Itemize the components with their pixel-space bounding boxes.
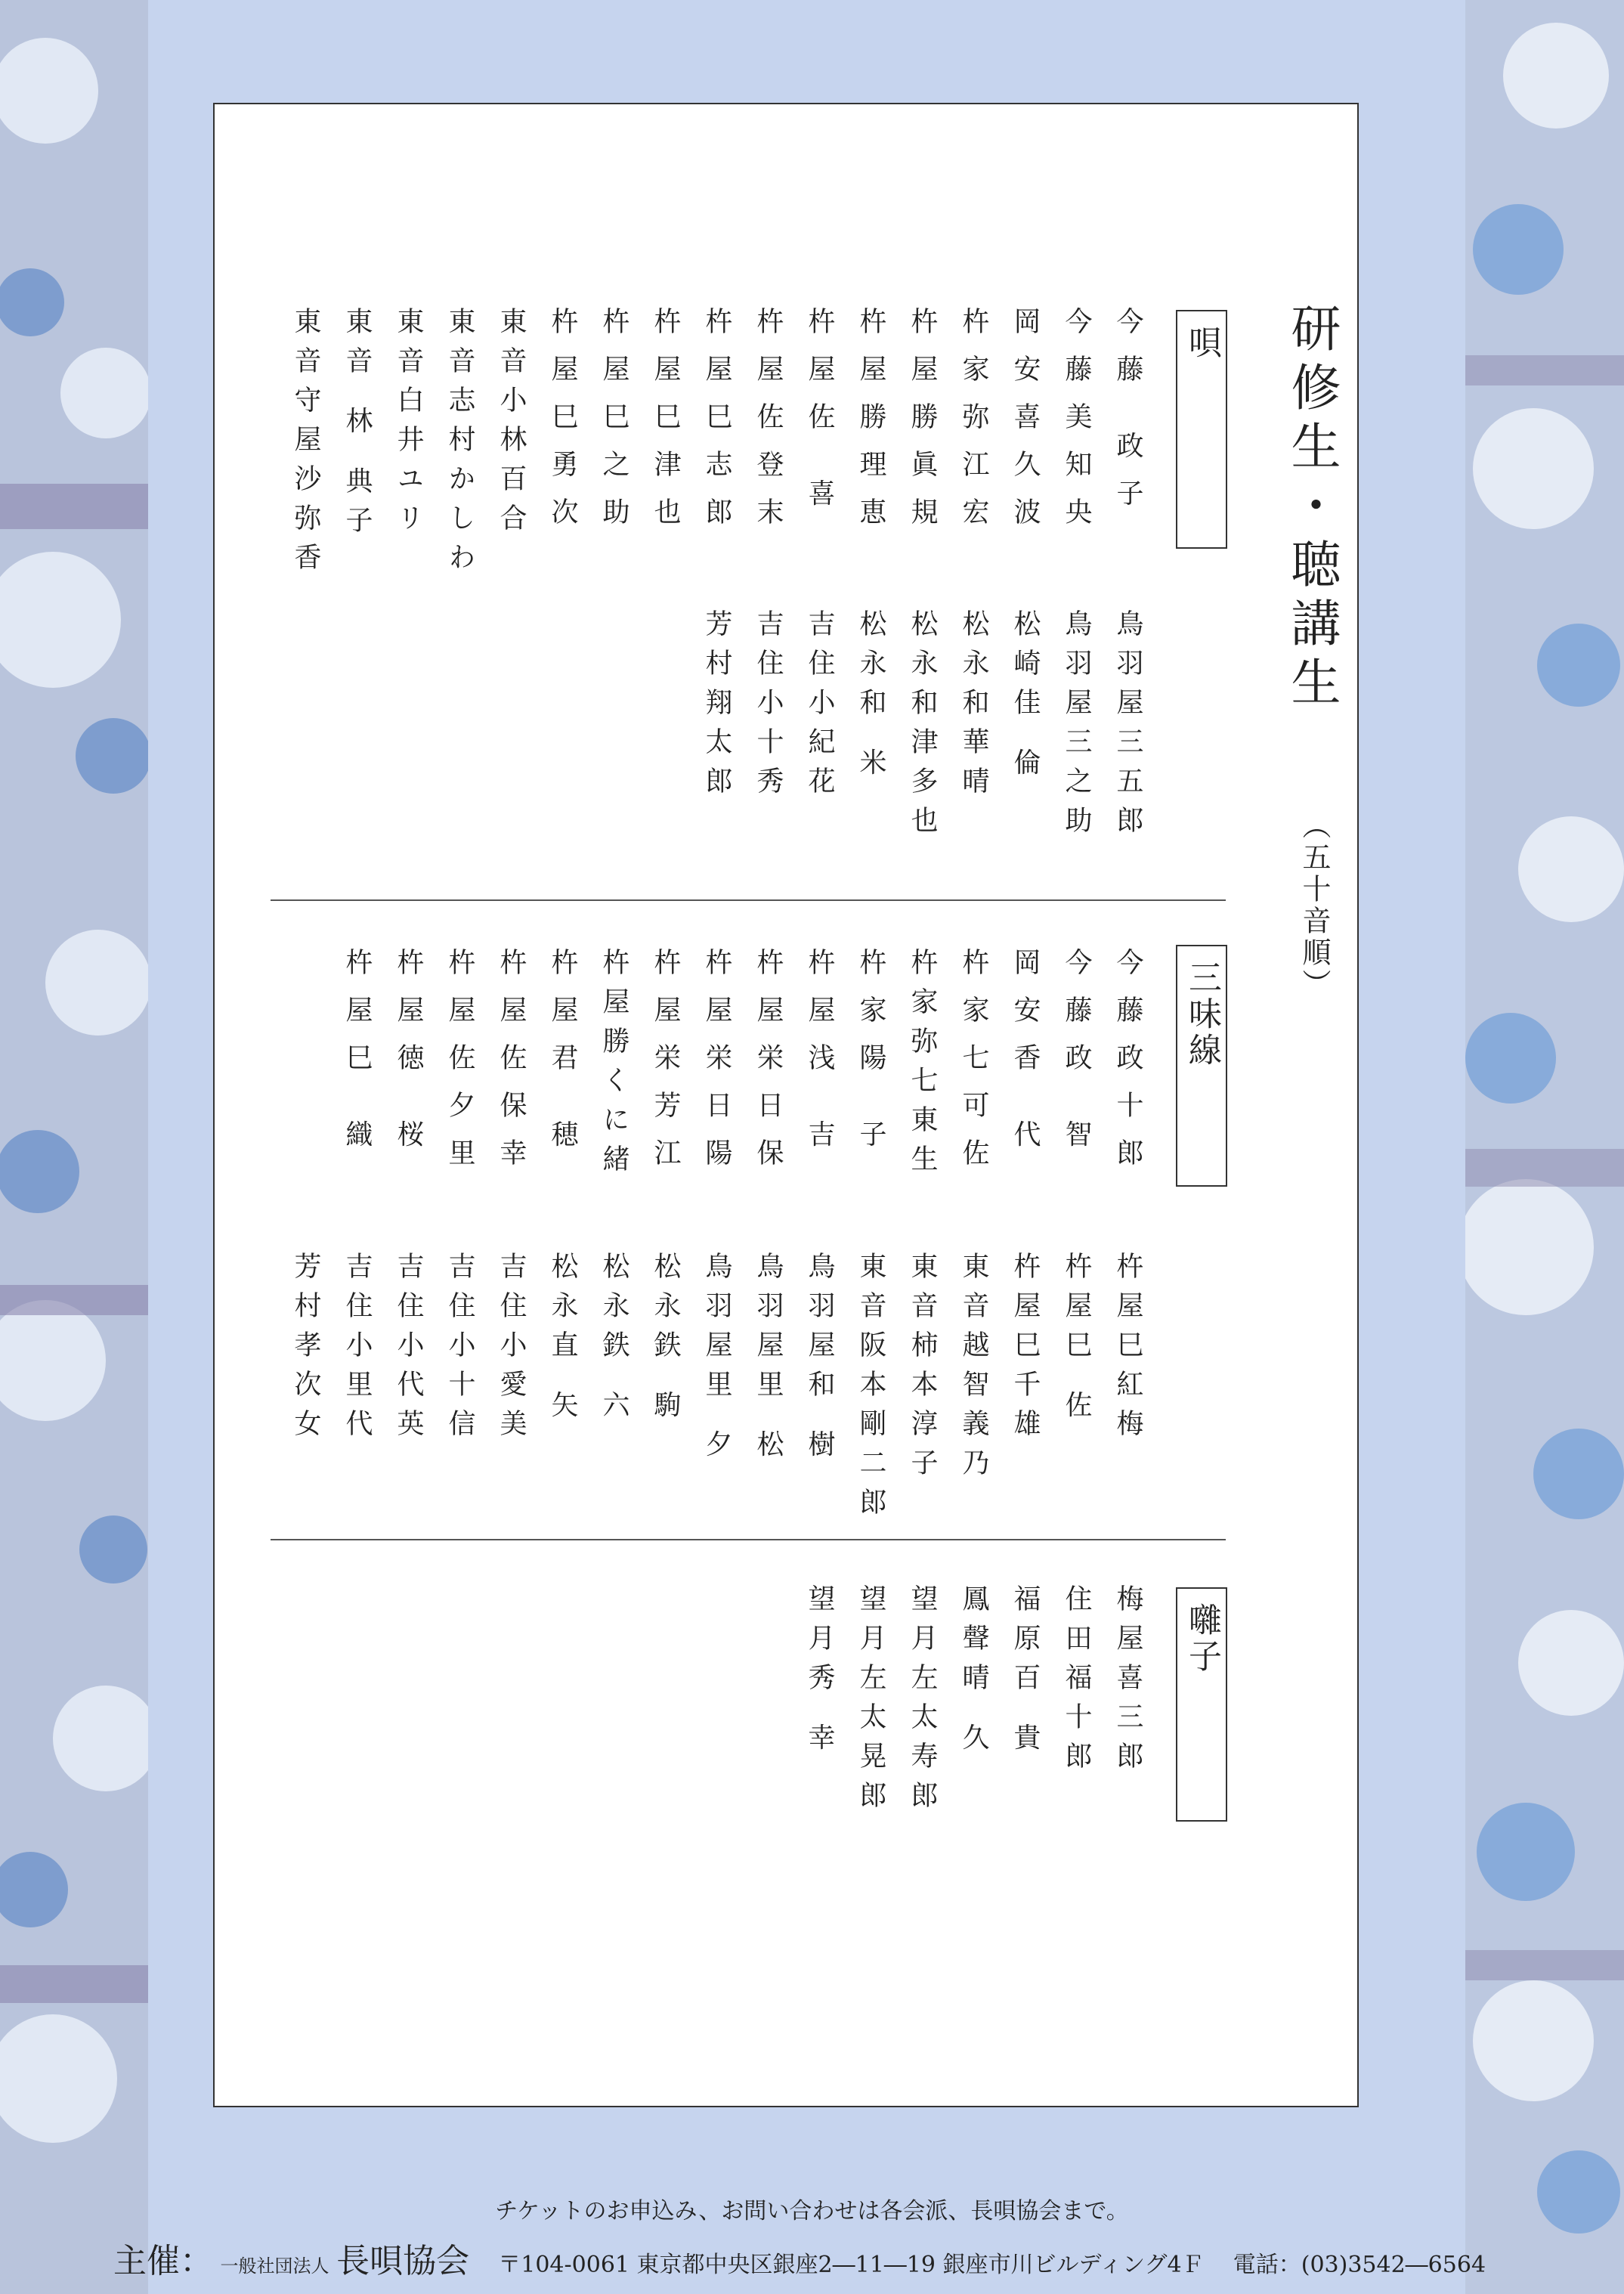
- section-label-uta: 唄: [1176, 310, 1227, 549]
- name-entry: 東音 林 典子: [342, 307, 373, 545]
- page-title: 研修生・聴講生: [1282, 302, 1341, 715]
- name-entry: 杵屋巳津也: [650, 307, 681, 545]
- name-entry: 吉住小十秀: [753, 609, 784, 806]
- organizer-phone: 電話：(03)3542―6564: [1233, 2252, 1486, 2278]
- name-entry: 杵屋巳紅梅: [1112, 1252, 1143, 1448]
- name-entry: 今藤 政子: [1112, 307, 1143, 527]
- name-entry: 望月秀 幸: [804, 1584, 835, 1763]
- name-entry: 東音阪本剛二郎: [855, 1252, 886, 1527]
- name-entry: 杵屋巳志郎: [701, 307, 732, 545]
- name-entry: 杵屋栄日陽: [701, 948, 732, 1186]
- organization-type: 一般社団法人: [220, 2255, 329, 2277]
- name-entry: 杵屋巳千雄: [1010, 1252, 1041, 1448]
- name-entry: 吉住小愛美: [496, 1252, 527, 1448]
- name-entry: 杵屋勝理恵: [855, 307, 886, 545]
- name-entry: 鳥羽屋和 樹: [804, 1252, 835, 1469]
- name-entry: 吉住小代英: [393, 1252, 424, 1448]
- name-entry: 杵屋佐登末: [753, 307, 784, 545]
- section-label-hayashi: 囃子: [1176, 1587, 1227, 1822]
- name-entry: 鳳聲晴 久: [958, 1584, 989, 1763]
- organizer-address: 〒104-0061 東京都中央区銀座2―11―19 銀座市川ビルディング4Ｆ: [498, 2252, 1205, 2278]
- name-entry: 杵屋巳 佐: [1061, 1252, 1092, 1430]
- name-entry: 岡安香 代: [1010, 948, 1041, 1168]
- page-subtitle: （五十音順）: [1298, 810, 1331, 1001]
- name-entry: 松永和津多也: [907, 609, 938, 845]
- name-entry: 杵屋佐 喜: [804, 307, 835, 527]
- name-entry: 松永鉄 六: [599, 1252, 629, 1430]
- name-entry: 杵屋巳勇次: [547, 307, 578, 545]
- name-entry: 鳥羽屋里 松: [753, 1252, 784, 1469]
- name-entry: 吉住小里代: [342, 1252, 373, 1448]
- name-entry: 芳村孝次女: [290, 1252, 321, 1448]
- section-divider: [271, 899, 1226, 901]
- name-entry: 杵屋勝くに緒: [599, 948, 629, 1184]
- name-entry: 東音白井ユリ: [393, 307, 424, 543]
- name-entry: 吉住小十信: [444, 1252, 475, 1448]
- name-entry: 鳥羽屋三五郎: [1112, 609, 1143, 845]
- name-entry: 東音志村かしわ: [444, 307, 475, 582]
- name-entry: 今藤政十郎: [1112, 948, 1143, 1186]
- organizer-label: 主催：: [113, 2242, 213, 2280]
- section-divider: [271, 1539, 1226, 1540]
- name-entry: 杵屋佐夕里: [444, 948, 475, 1186]
- name-entry: 東音守屋沙弥香: [290, 307, 321, 582]
- name-entry: 岡安喜久波: [1010, 307, 1041, 545]
- name-entry: 望月左太寿郎: [907, 1584, 938, 1820]
- name-entry: 望月左太晃郎: [855, 1584, 886, 1820]
- name-entry: 杵家弥江宏: [958, 307, 989, 545]
- name-entry: 杵屋巳 織: [342, 948, 373, 1168]
- name-entry: 福原百 貴: [1010, 1584, 1041, 1763]
- name-entry: 今藤美知央: [1061, 307, 1092, 545]
- name-entry: 杵家陽 子: [855, 948, 886, 1168]
- ticket-inquiry-note: チケットのお申込み、お問い合わせは各会派、長唄協会まで。: [495, 2198, 1129, 2224]
- section-label-shamisen: 三味線: [1176, 945, 1227, 1187]
- name-entry: 杵家七可佐: [958, 948, 989, 1186]
- name-entry: 鳥羽屋里 夕: [701, 1252, 732, 1469]
- name-entry: 東音柿本淳子: [907, 1252, 938, 1488]
- organizer-footer: [113, 2234, 1486, 2282]
- name-entry: 吉住小紀花: [804, 609, 835, 806]
- name-entry: 松永直 矢: [547, 1252, 578, 1430]
- left-fabric-pattern: [0, 0, 148, 2294]
- name-entry: 杵家弥七東生: [907, 948, 938, 1184]
- name-entry: 松永和 米: [855, 609, 886, 788]
- name-entry: 松永鉄 駒: [650, 1252, 681, 1430]
- name-entry: 杵屋勝眞規: [907, 307, 938, 545]
- name-entry: 鳥羽屋三之助: [1061, 609, 1092, 845]
- name-entry: 杵屋佐保幸: [496, 948, 527, 1186]
- organization-name: 長唄協会: [336, 2242, 470, 2280]
- name-entry: 東音越智義乃: [958, 1252, 989, 1488]
- name-entry: 松永和華晴: [958, 609, 989, 806]
- name-entry: 杵屋君 穂: [547, 948, 578, 1168]
- name-entry: 梅屋喜三郎: [1112, 1584, 1143, 1781]
- name-entry: 杵屋浅 吉: [804, 948, 835, 1168]
- name-entry: 杵屋徳 桜: [393, 948, 424, 1168]
- name-entry: 東音小林百合: [496, 307, 527, 543]
- name-entry: 住田福十郎: [1061, 1584, 1092, 1781]
- name-entry: 今藤政 智: [1061, 948, 1092, 1168]
- name-entry: 杵屋栄芳江: [650, 948, 681, 1186]
- name-entry: 杵屋巳之助: [599, 307, 629, 545]
- name-entry: 松崎佳 倫: [1010, 609, 1041, 788]
- name-entry: 杵屋栄日保: [753, 948, 784, 1186]
- right-fabric-pattern: [1465, 0, 1624, 2294]
- name-entry: 芳村翔太郎: [701, 609, 732, 806]
